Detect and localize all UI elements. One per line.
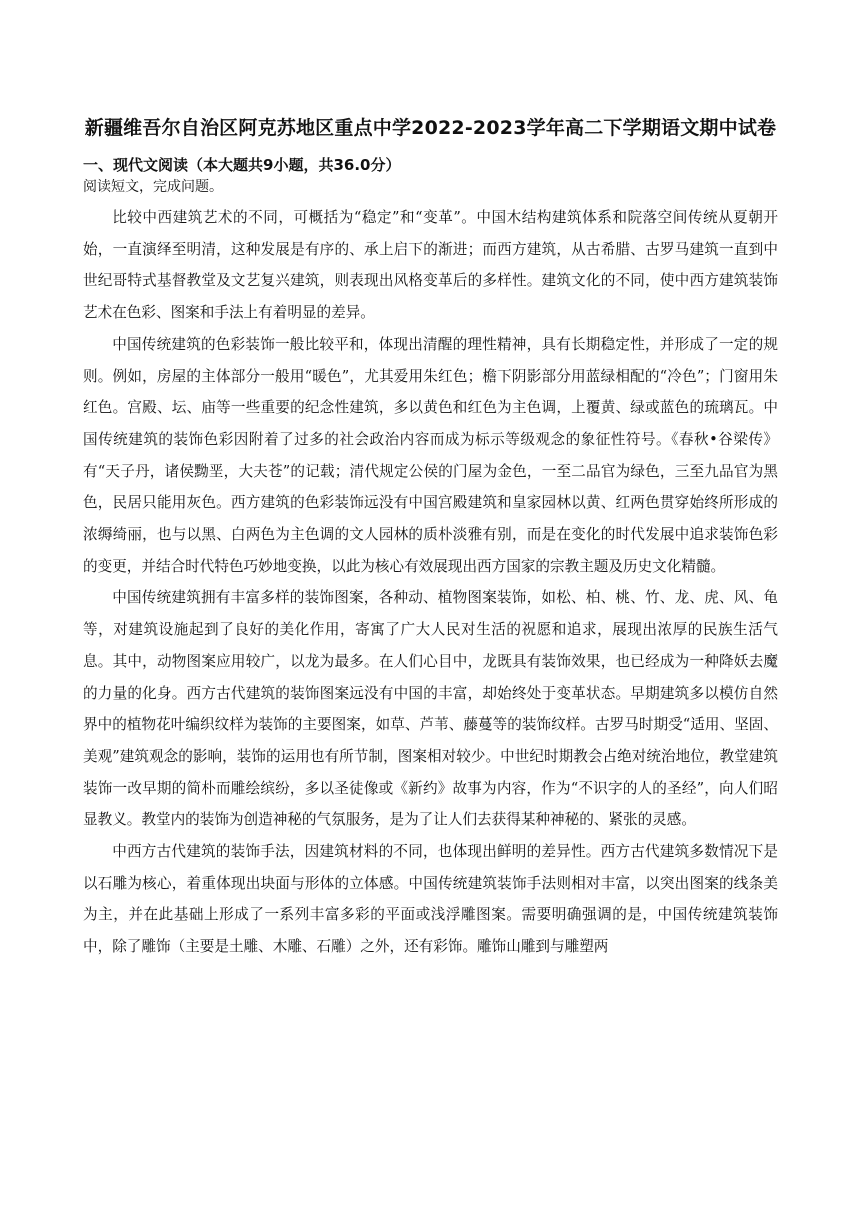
exam-title: 新疆维吾尔自治区阿克苏地区重点中学2022-2023学年高二下学期语文期中试卷: [84, 117, 777, 139]
passage-paragraph: 比较中西建筑艺术的不同，可概括为“稳定”和“变革”。中国木结构建筑体系和院落空间传统从夏朝开始，一直演绎至明清，这种发展是有序的、承上启下的渐进；而西方建筑，从古希腊、古罗马建筑一直到中世纪哥特式基督教堂及文艺复兴建筑，则表现出风格变革后的多样性。建筑文化的不同，使中西方建筑装饰艺术在色彩、图案和手法上有着明显的差异。: [83, 209, 778, 322]
reading-passage: [83, 202, 778, 963]
passage-paragraph: 中国传统建筑拥有丰富多样的装饰图案，各种动、植物图案装饰，如松、柏、桃、竹、龙、虎、风、龟等，对建筑设施起到了良好的美化作用，寄寓了广大人民对生活的祝愿和追求，展现出浓厚的民族生活气息。其中，动物图案应用较广，以龙为最多。在人们心目中，龙既具有装饰效果，也已经成为一种降妖去魔的力量的化身。西方古代建筑的装饰图案远没有中国的丰富，却始终处于变革状态。早期建筑多以模仿自然界中的植物花叶编织纹样为装饰的主要图案，如草、芦苇、藤蔓等的装饰纹样。古罗马时期受“适用、坚固、美观”建筑观念的影响，装饰的运用也有所节制，图案相对较少。中世纪时期教会占绝对统治地位，教堂建筑装饰一改早期的简朴而雕绘缤纷，多以圣徒像或《新约》故事为内容，作为“不识字的人的圣经”，向人们昭显教义。教堂内的装饰为创造神秘的气氛服务，是为了让人们去获得某种神秘的、紧张的灵感。: [83, 589, 778, 829]
passage-paragraph: 中西方古代建筑的装饰手法，因建筑材料的不同，也体现出鲜明的差异性。西方古代建筑多数情况下是以石雕为核心，着重体现出块面与形体的立体感。中国传统建筑装饰手法则相对丰富，以突出图案的线条美为主，并在此基础上形成了一系列丰富多彩的平面或浅浮雕图案。需要明确强调的是，中国传统建筑装饰中，除了雕饰（主要是土雕、木雕、石雕）之外，还有彩饰。雕饰山雕到与雕塑两: [83, 843, 778, 956]
section-heading: 一、现代文阅读（本大题共9小题，共36.0分）: [83, 156, 401, 174]
exam-page: [83, 108, 778, 963]
reading-instruction: 阅读短文，完成问题。: [83, 179, 223, 195]
passage-paragraph: 中国传统建筑的色彩装饰一般比较平和，体现出清醒的理性精神，具有长期稳定性，并形成了一定的规则。例如，房屋的主体部分一般用“暖色”，尤其爱用朱红色；檐下阴影部分用蓝绿相配的“冷色”；门窗用朱红色。宫殿、坛、庙等一些重要的纪念性建筑，多以黄色和红色为主色调，上覆黄、绿或蓝色的琉璃瓦。中国传统建筑的装饰色彩因附着了过多的社会政治内容而成为标示等级观念的象征性符号。《春秋•谷梁传》有“天子丹，诸侯黝垩，大夫苍”的记载；清代规定公侯的门屋为金色，一至二品官为绿色，三至九品官为黑色，民居只能用灰色。西方建筑的色彩装饰远没有中国宫殿建筑和皇家园林以黄、红两色贯穿始终所形成的浓缛绮丽，也与以黑、白两色为主色调的文人园林的质朴淡雅有别，而是在变化的时代发展中追求装饰色彩的变更，并结合时代特色巧妙地变换，以此为核心有效展现出西方国家的宗教主题及历史文化精髓。: [83, 335, 778, 575]
